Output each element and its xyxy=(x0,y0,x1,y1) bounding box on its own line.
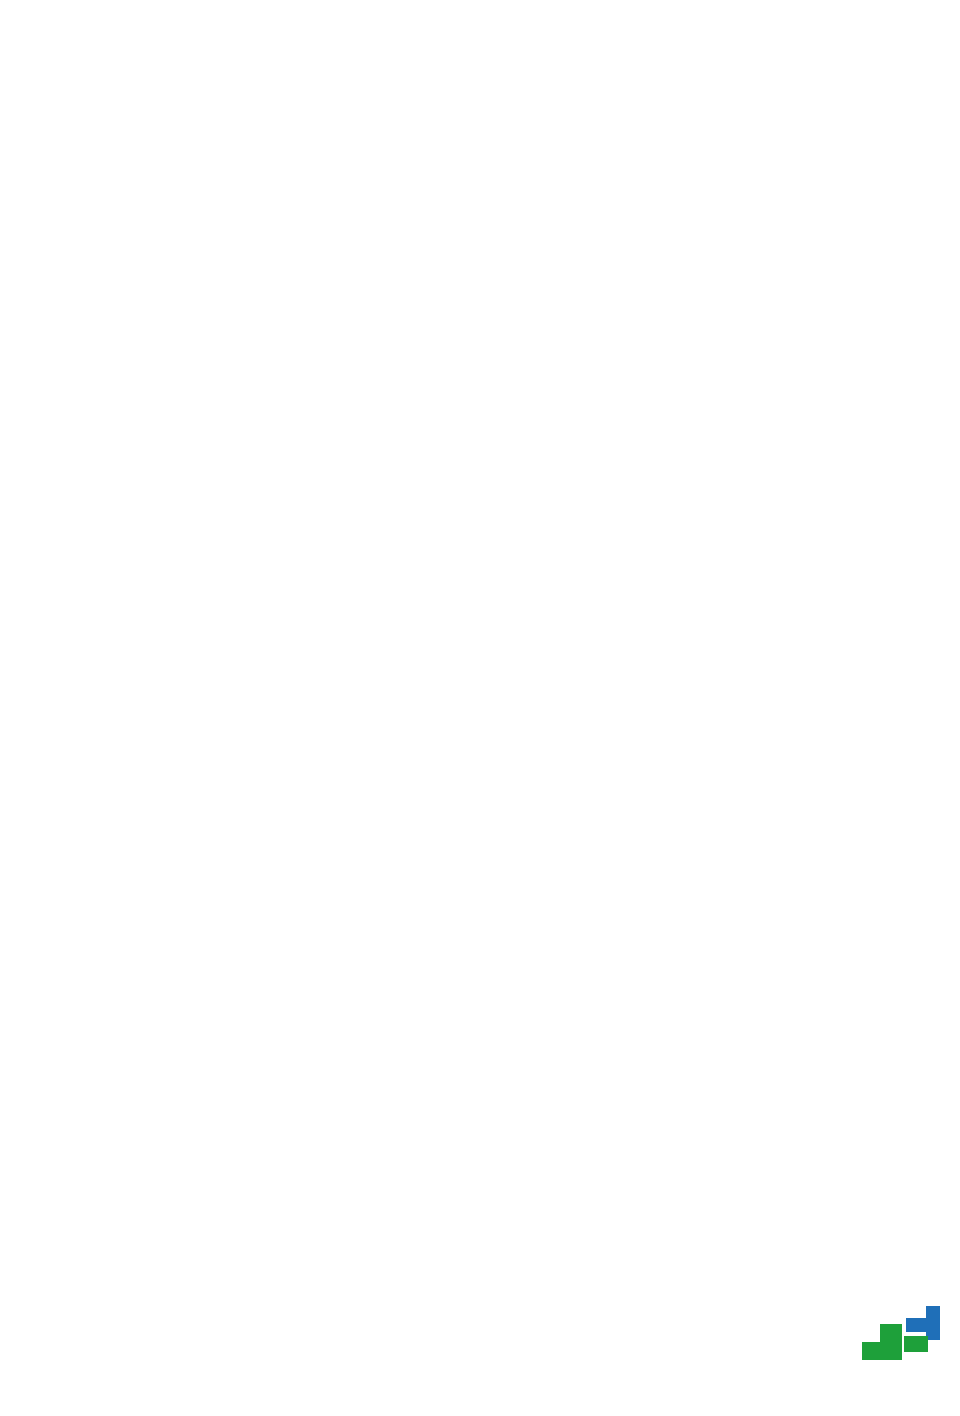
luxmed-logo xyxy=(618,1306,952,1410)
left-column xyxy=(4,0,436,20)
right-column xyxy=(507,0,943,48)
logo-cross-icon xyxy=(862,1306,940,1360)
